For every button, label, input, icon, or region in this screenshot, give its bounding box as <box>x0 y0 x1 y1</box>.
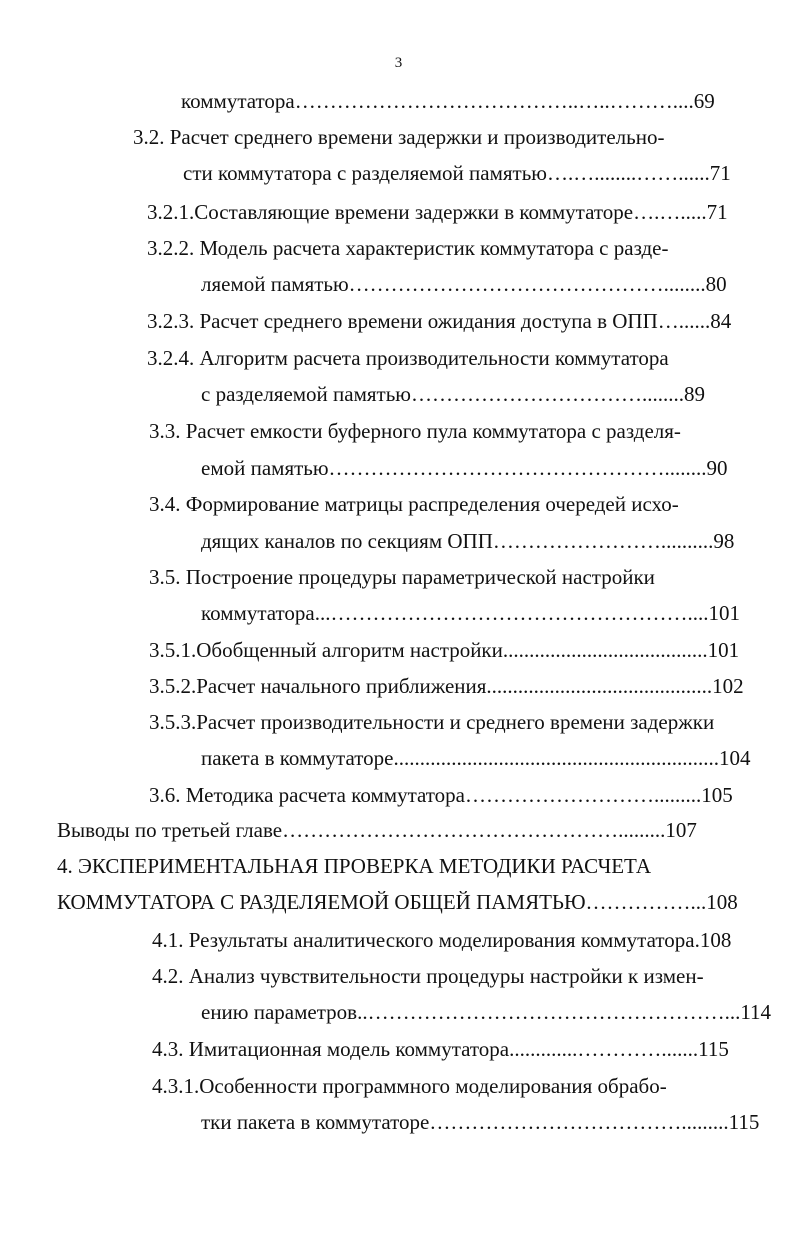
page-number: 3 <box>394 55 403 71</box>
toc-line: ляемой памятью………………………………………........80 <box>201 272 727 296</box>
toc-line: 3.2.3. Расчет среднего времени ожидания доступа в ОПП…......84 <box>147 309 732 333</box>
toc-line: 3.5.1.Обобщенный алгоритм настройки.......................................101 <box>149 638 740 662</box>
toc-line: ению параметров..……………………………………………...114 <box>201 1000 772 1024</box>
toc-line: 3.2. Расчет среднего времени задержки и производительно- <box>133 125 665 149</box>
toc-line: 4.3. Имитационная модель коммутатора.............………….......115 <box>152 1037 729 1061</box>
toc-line: КОММУТАТОРА С РАЗДЕЛЯЕМОЙ ОБЩЕЙ ПАМЯТЬЮ……………...108 <box>57 890 738 914</box>
toc-line: 3.2.4. Алгоритм расчета производительности коммутатора <box>147 346 669 370</box>
toc-line: с разделяемой памятью……………………………........89 <box>201 382 705 406</box>
toc-line: коммутатора...……………………………………………....101 <box>201 601 740 625</box>
toc-line: 3.3. Расчет емкости буферного пула коммутатора с разделя- <box>149 419 681 443</box>
toc-line: дящих каналов по секциям ОПП……………………..........98 <box>201 529 735 553</box>
toc-line: 3.6. Методика расчета коммутатора……………………….........105 <box>149 783 733 807</box>
toc-line: 4.3.1.Особенности программного моделирования обрабо- <box>152 1074 667 1098</box>
toc-line: 3.5. Построение процедуры параметрической настройки <box>149 565 655 589</box>
toc-line: емой памятью…………………………………………........90 <box>201 456 728 480</box>
toc-line: 3.4. Формирование матрицы распределения очередей исхо- <box>149 492 679 516</box>
toc-line: 3.2.1.Составляющие времени задержки в коммутаторе….….....71 <box>147 200 728 224</box>
toc-line: 3.5.3.Расчет производительности и среднего времени задержки <box>149 710 715 734</box>
toc-line: тки пакета в коммутаторе……………………………….........115 <box>201 1110 760 1134</box>
toc-line: 4. ЭКСПЕРИМЕНТАЛЬНАЯ ПРОВЕРКА МЕТОДИКИ РАСЧЕТА <box>57 854 651 878</box>
toc-line: 3.5.2.Расчет начального приближения...........................................102 <box>149 674 744 698</box>
toc-line: 3.2.2. Модель расчета характеристик коммутатора с разде- <box>147 236 669 260</box>
toc-line: 4.2. Анализ чувствительности процедуры настройки к измен- <box>152 964 704 988</box>
toc-line: Выводы по третьей главе………………………………………….........107 <box>57 818 697 842</box>
toc-line: пакета в коммутаторе..............................................................104 <box>201 746 751 770</box>
toc-line: сти коммутатора с разделяемой памятью….…........……......71 <box>183 161 731 185</box>
toc-line: 4.1. Результаты аналитического моделирования коммутатора.108 <box>152 928 732 952</box>
toc-line: коммутатора…………………………………..…..………....69 <box>181 89 715 113</box>
